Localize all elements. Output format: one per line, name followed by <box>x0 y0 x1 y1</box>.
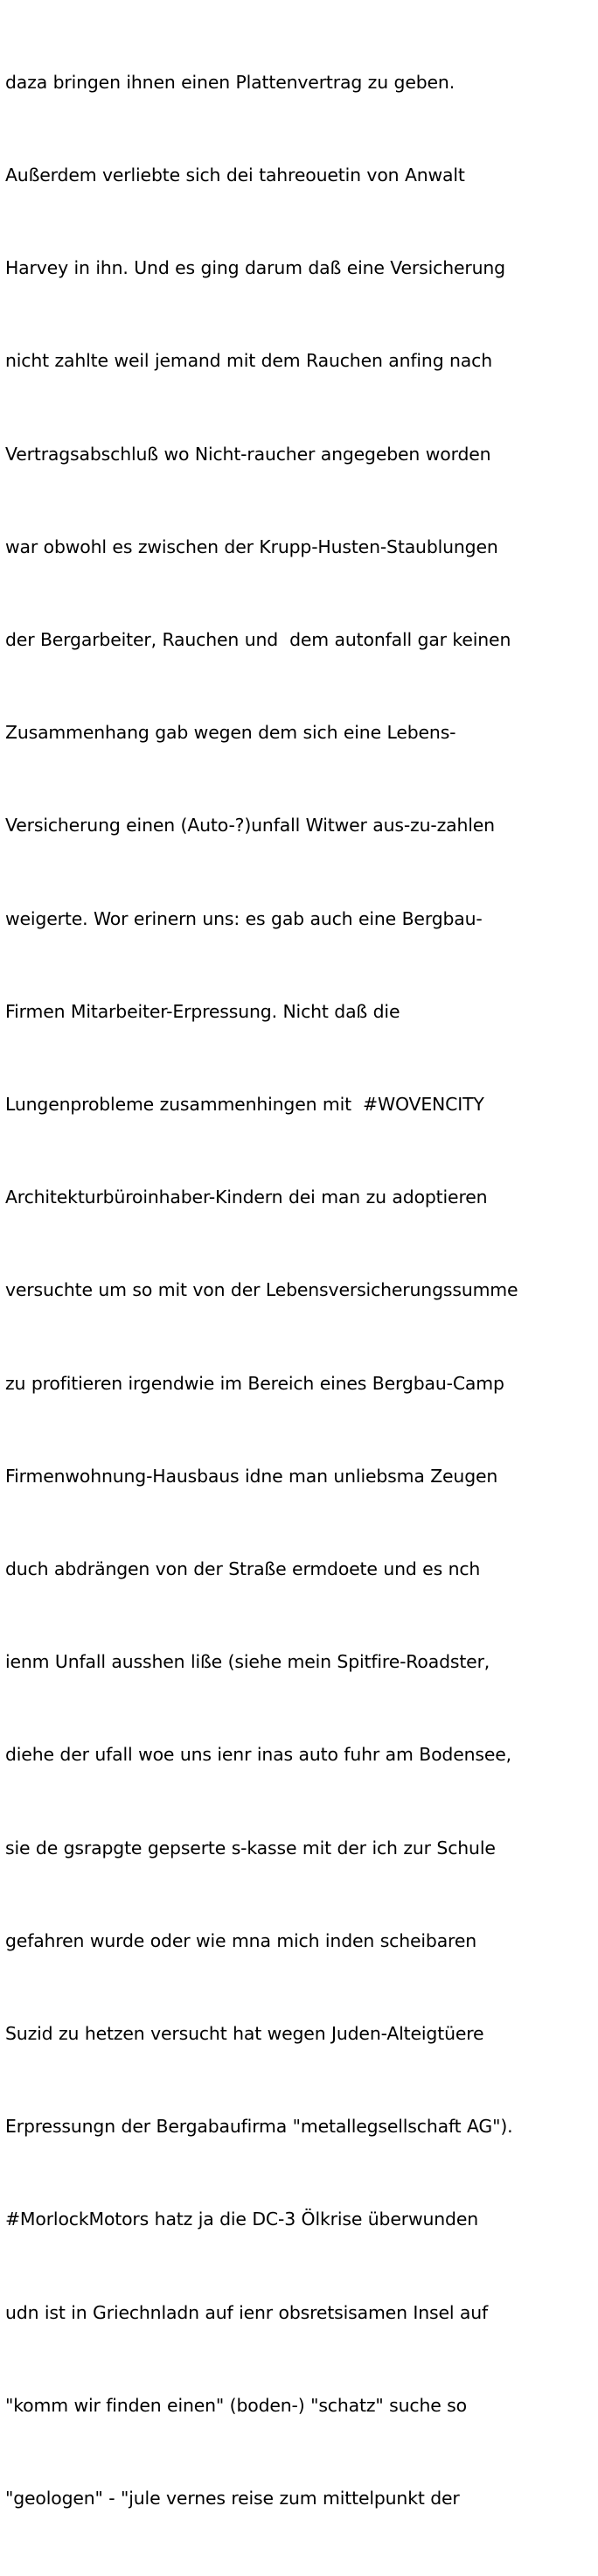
text-line: Suzid zu hetzen versucht hat wegen Juden-Alteigtüere <box>5 2023 484 2045</box>
text-line: ienm Unfall ausshen liße (siehe mein Spitfire-Roadster, <box>5 1651 490 1673</box>
text-line: war obwohl es zwischen der Krupp-Husten-Staublungen <box>5 536 498 557</box>
text-line: "geologen" - "jule vernes reise zum mittelpunkt der <box>5 2488 460 2510</box>
text-line: der Bergarbeiter, Rauchen und dem autonfall gar keinen <box>5 629 511 651</box>
text-line: weigerte. Wor erinern uns: es gab auch eine Bergbau- <box>5 907 483 929</box>
text-line: duch abdrängen von der Straße ermdoete und es nch <box>5 1558 481 1580</box>
text-line: Lungenprobleme zusammenhingen mit #WOVENCITY <box>5 1094 484 1116</box>
text-line: nicht zahlte weil jemand mit dem Rauchen anfing nach <box>5 350 492 372</box>
text-line: versuchte um so mit von der Lebensversicherungssumme <box>5 1279 518 1301</box>
text-line: daza bringen ihnen einen Plattenvertrag zu geben. <box>5 71 455 93</box>
text-line: diehe der ufall woe uns ienr inas auto fuhr am Bodensee, <box>5 1744 511 1766</box>
document-text-body <box>5 5 593 2576</box>
text-line: "komm wir finden einen" (boden-) "schatz" suche so <box>5 2394 467 2416</box>
text-line: zu profitieren irgendwie im Bereich eines Bergbau-Camp <box>5 1372 504 1394</box>
text-line: Harvey in ihn. Und es ging darum daß eine Versicherung <box>5 257 505 279</box>
text-line: Zusammenhang gab wegen dem sich eine Lebens- <box>5 722 456 744</box>
text-line: sie de gsrapgte gepserte s-kasse mit der ich zur Schule <box>5 1837 496 1858</box>
text-line: Erpressungn der Bergabaufirma "metallegsellschaft AG"). <box>5 2116 513 2138</box>
text-line: Architekturbüroinhaber-Kindern dei man zu adoptieren <box>5 1186 488 1208</box>
text-line: gefahren wurde oder wie mna mich inden scheibaren <box>5 1929 477 1951</box>
text-line: udn ist in Griechnladn auf ienr obsretsisamen Insel auf <box>5 2301 489 2323</box>
text-line: #MorlockMotors hatz ja die DC-3 Ölkrise überwunden <box>5 2208 479 2230</box>
text-line: Firmenwohnung-Hausbaus idne man unliebsma Zeugen <box>5 1465 498 1487</box>
text-line: Firmen Mitarbeiter-Erpressung. Nicht daß die <box>5 1000 400 1022</box>
text-line: Vertragsabschluß wo Nicht-raucher angegeben worden <box>5 443 491 465</box>
text-line: Versicherung einen (Auto-?)unfall Witwer aus-zu-zahlen <box>5 815 495 836</box>
text-line: Außerdem verliebte sich dei tahreouetin von Anwalt <box>5 164 465 186</box>
